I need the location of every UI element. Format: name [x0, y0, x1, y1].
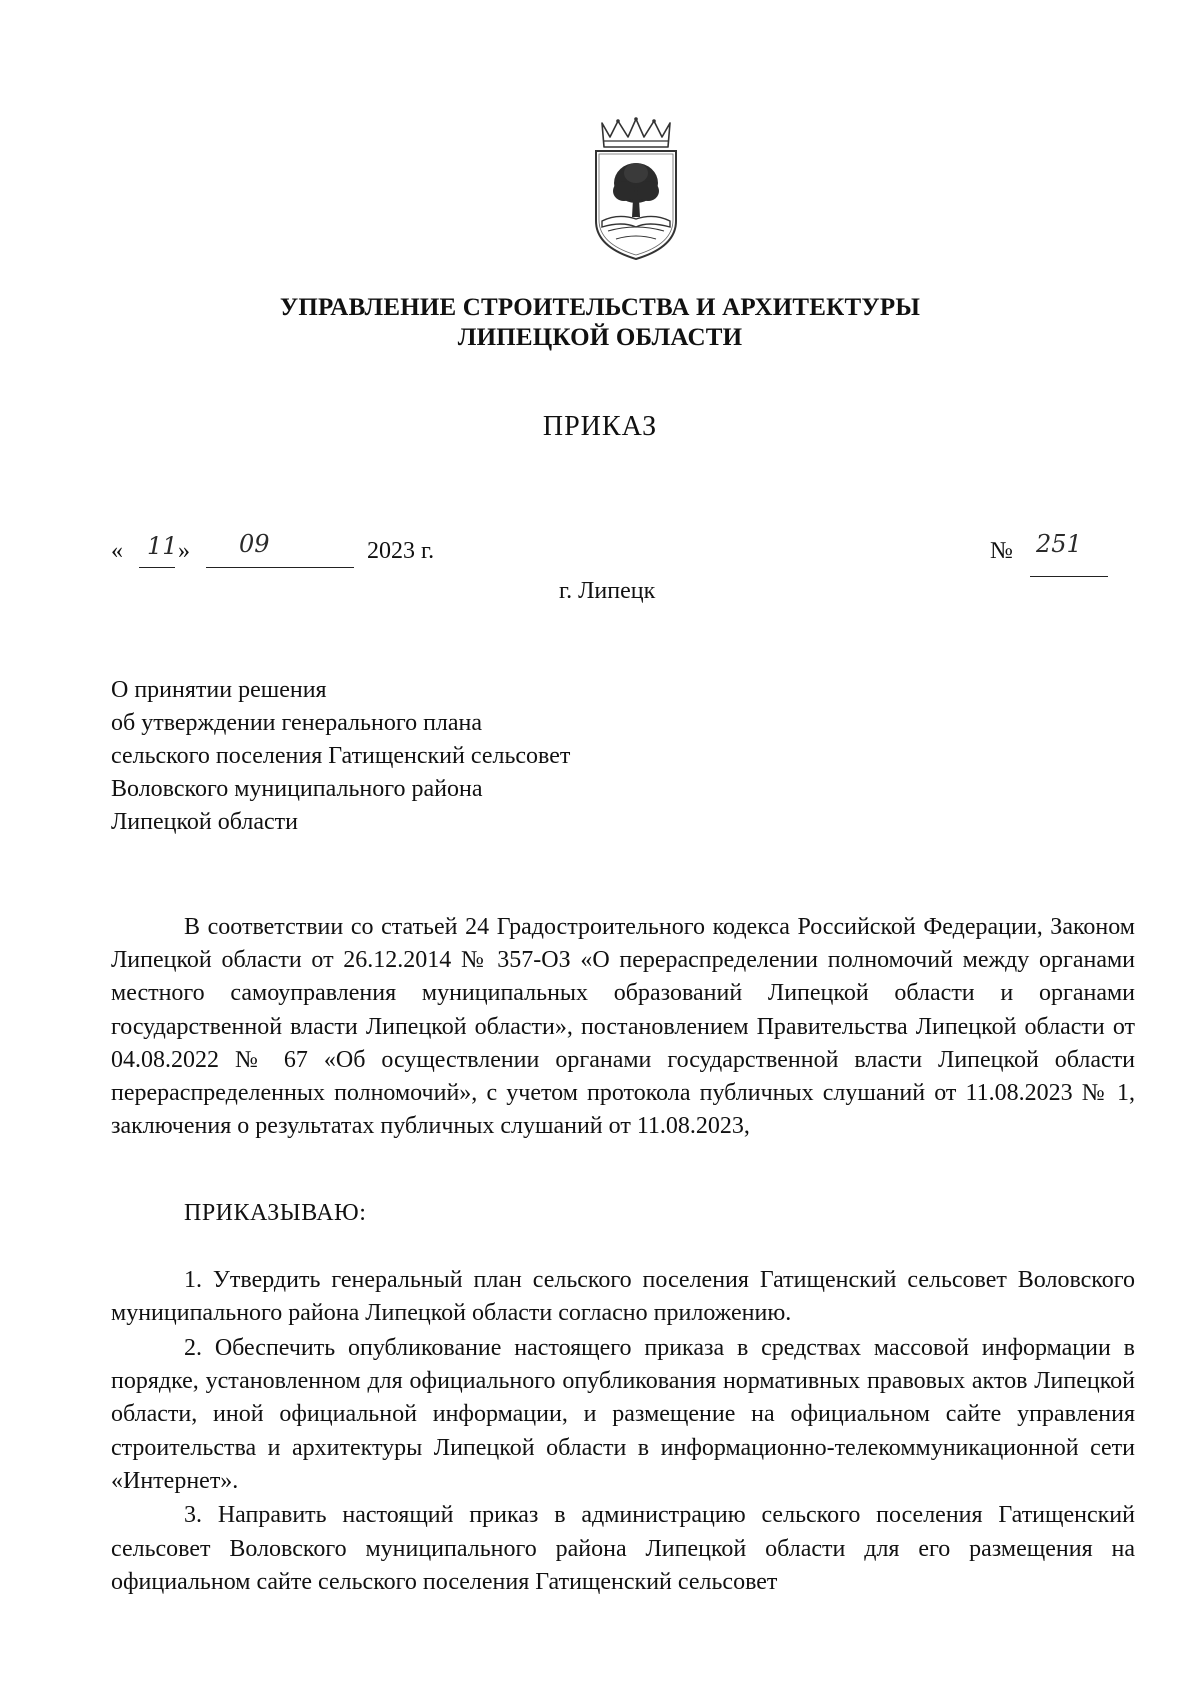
date-day-underline	[139, 567, 175, 568]
date-close-quote: »	[178, 538, 190, 564]
preamble-text: В соответствии со статьей 24 Градостроительного кодекса Российской Федерации, Законом Липецкой области от 26.12.2014 № 357-ОЗ «О перераспределении полномочий между органами местного самоуправления муниципальных образований Липецкой области и органами государственной власти Липецкой области», постановлением Правительства Липецкой области от 04.08.2022 № 67 «Об осуществлении органами государственной власти Липецкой области перераспределенных полномочий», с учетом протокола публичных слушаний от 11.08.2023 № 1, заключения о результатах публичных слушаний от 11.08.2023,	[111, 914, 1135, 1140]
order-item: 2. Обеспечить опубликование настоящего приказа в средствах массовой информации в порядке, установленном для официального опубликования нормативных правовых актов Липецкой области, иной официальной информации, и размещение на официальном сайте управления строительства и архитектуры Липецкой области в информационно-телекоммуникационной сети «Интернет».	[111, 1334, 1135, 1494]
coat-of-arms-emblem	[588, 117, 684, 263]
order-item: 3. Направить настоящий приказ в администрацию сельского поселения Гатищенский сельсовет Воловского муниципального района Липецкой области для его размещения на официальном сайте сельского поселения Гатищенский сельсовет	[111, 1502, 1135, 1595]
document-number-underline	[1030, 576, 1108, 577]
city-name: г. Липецк	[559, 578, 656, 604]
order-subject	[111, 674, 570, 839]
organization-name-line2: ЛИПЕЦКОЙ ОБЛАСТИ	[457, 324, 743, 351]
subject-line: об утверждении генерального плана	[111, 710, 483, 736]
subject-line: Воловского муниципального района	[111, 776, 483, 802]
date-open-quote: «	[111, 538, 123, 564]
date-day-handwritten: 11	[147, 532, 178, 560]
document-number-handwritten: 251	[1036, 530, 1082, 558]
document-type-title: ПРИКАЗ	[542, 411, 658, 442]
organization-name-line1: УПРАВЛЕНИЕ СТРОИТЕЛЬСТВА И АРХИТЕКТУРЫ	[279, 294, 921, 321]
order-item: 1. Утвердить генеральный план сельского поселения Гатищенский сельсовет Воловского муниципального района Липецкой области согласно приложению.	[111, 1267, 1135, 1327]
preamble-paragraph	[111, 911, 1135, 1143]
date-line	[111, 530, 531, 578]
date-month-handwritten: 09	[239, 530, 270, 558]
date-year: 2023 г.	[367, 538, 435, 564]
document-number	[990, 530, 1120, 578]
date-month-underline	[206, 567, 354, 568]
subject-line: Липецкой области	[111, 809, 298, 835]
subject-line: сельского поселения Гатищенский сельсовет	[111, 743, 571, 769]
number-sign: №	[990, 538, 1013, 564]
order-word: ПРИКАЗЫВАЮ:	[184, 1200, 367, 1226]
subject-line: О принятии решения	[111, 677, 327, 703]
order-items	[111, 1264, 1135, 1601]
